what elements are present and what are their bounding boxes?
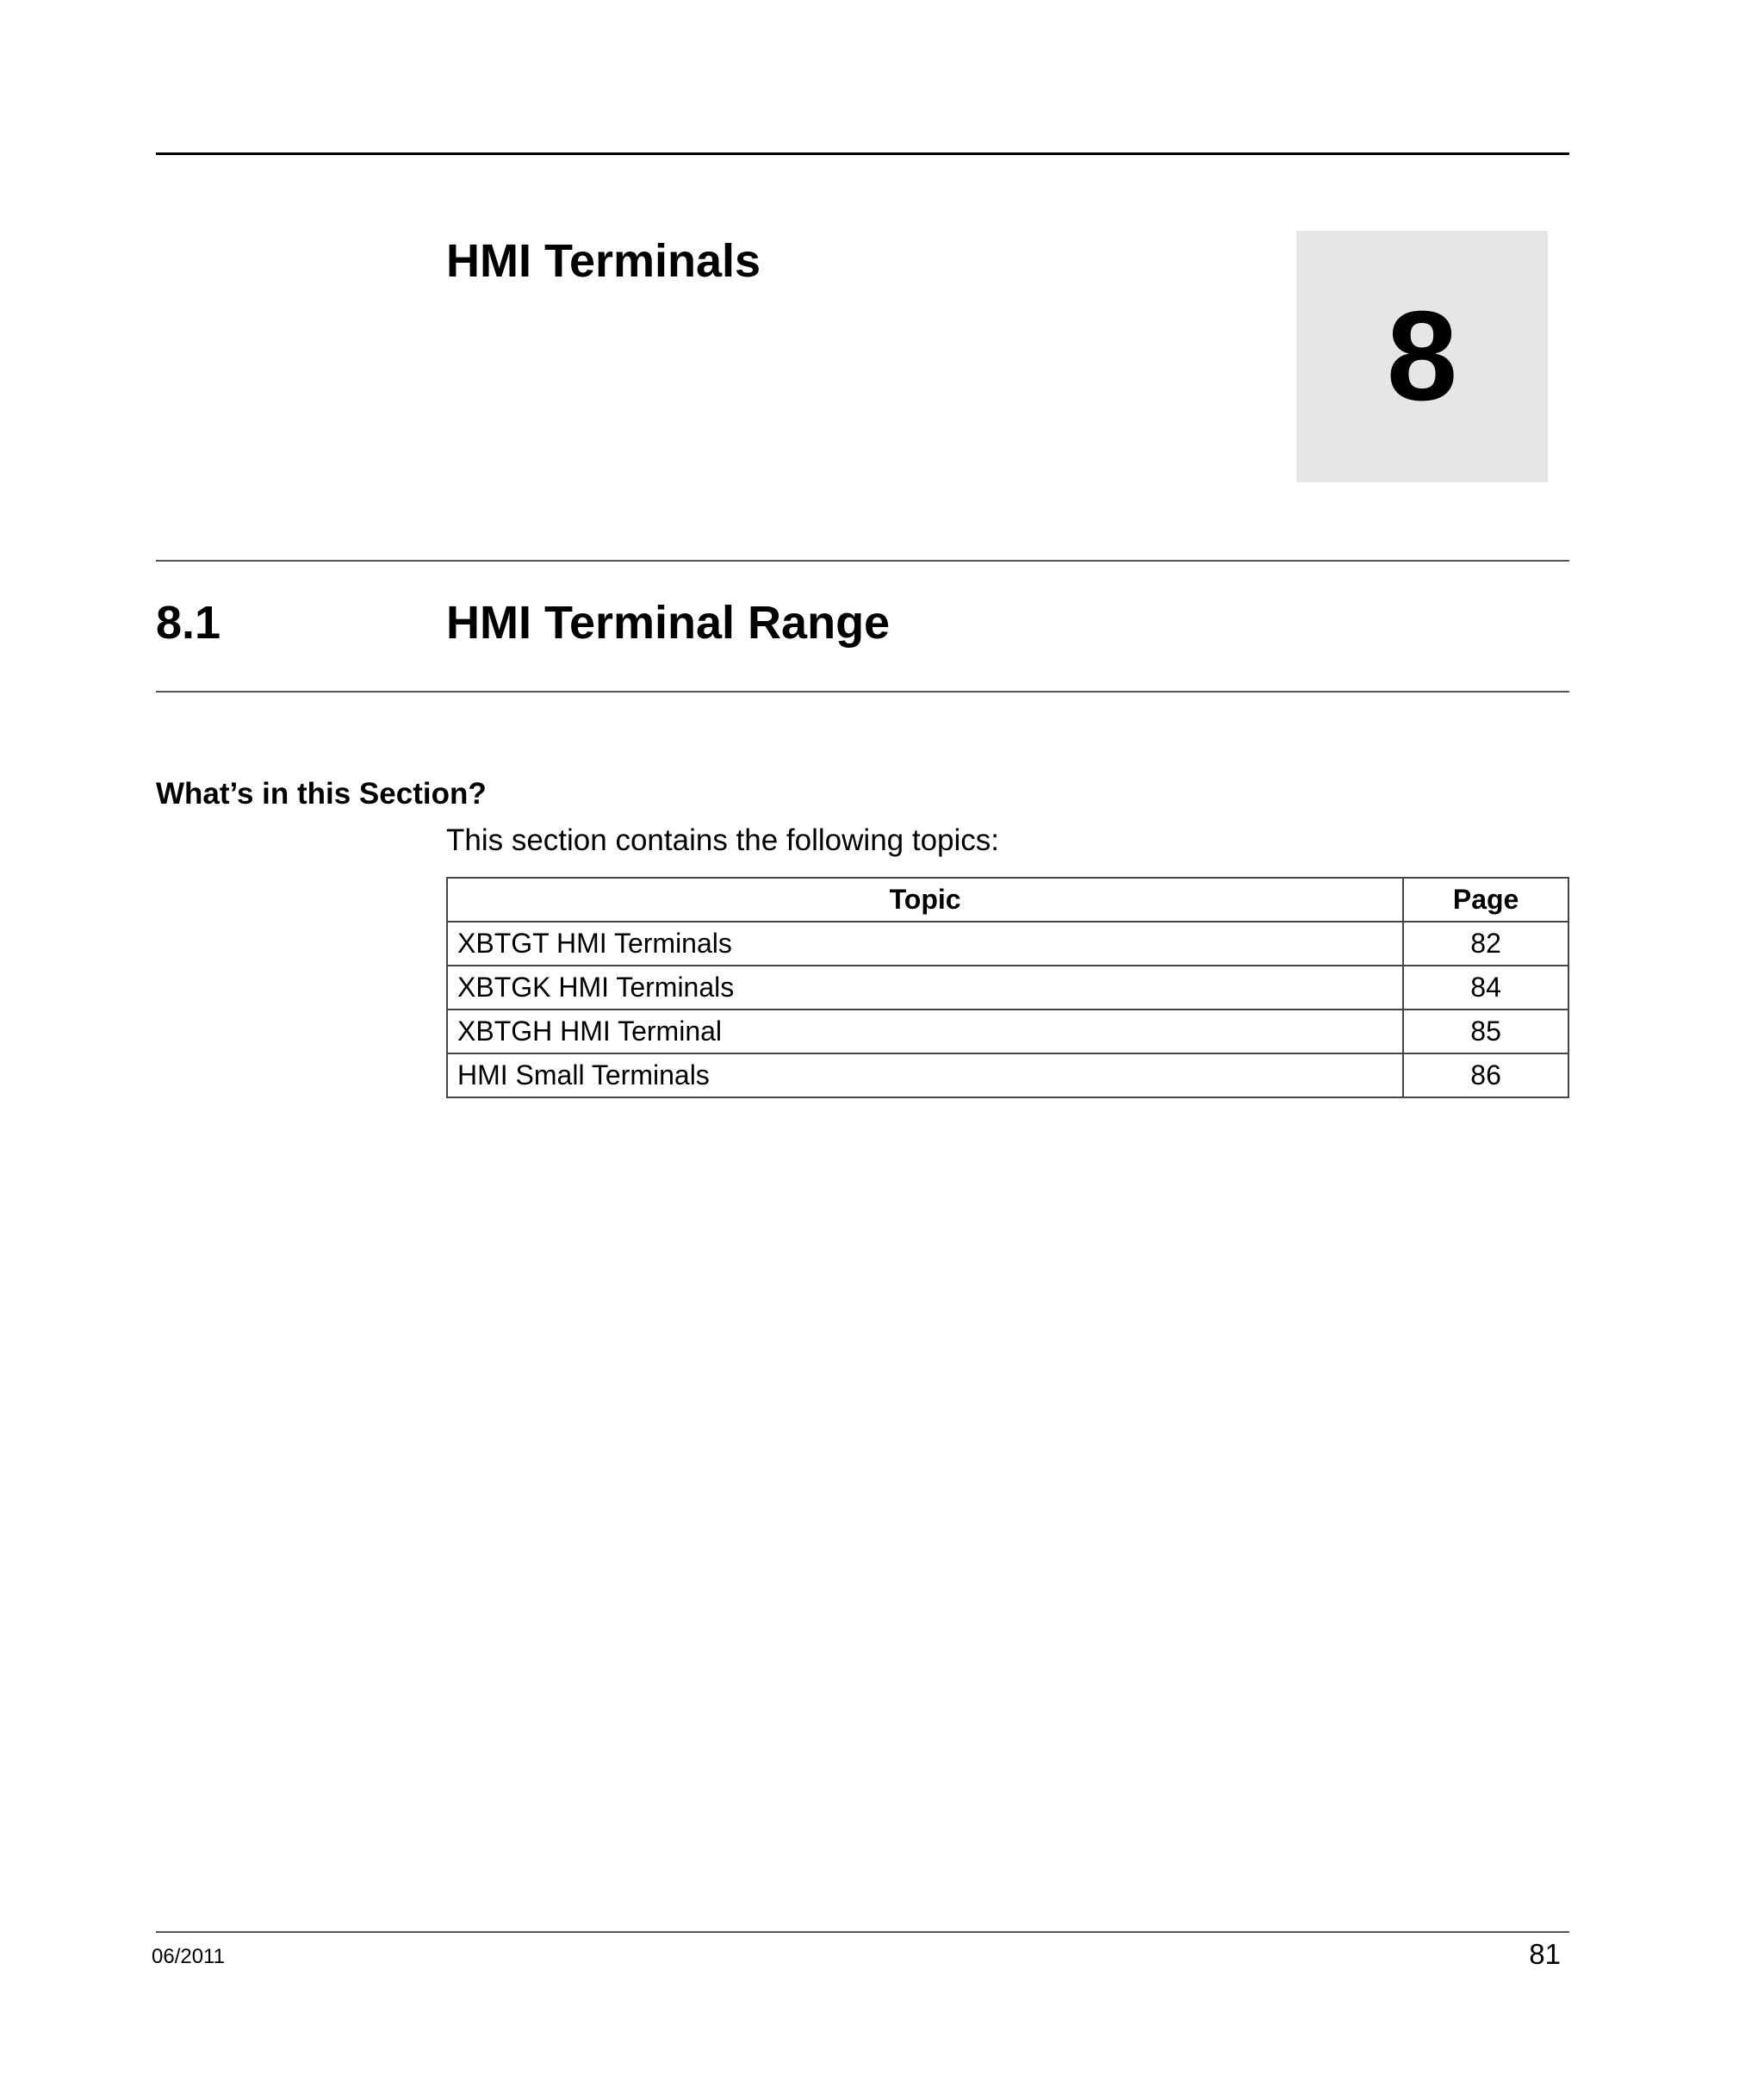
table-row xyxy=(447,1010,1568,1053)
page-cell[interactable]: 84 xyxy=(1403,966,1568,1010)
footer-rule xyxy=(156,1931,1569,1933)
section-title: HMI Terminal Range xyxy=(446,597,891,649)
page-cell[interactable]: 85 xyxy=(1403,1010,1568,1053)
section-top-rule xyxy=(156,560,1569,562)
section-bottom-rule xyxy=(156,691,1569,693)
topics-table xyxy=(446,877,1569,1098)
whats-in-section-heading: What’s in this Section? xyxy=(156,777,487,811)
topic-column-header: Topic xyxy=(447,878,1403,922)
topic-cell[interactable]: HMI Small Terminals xyxy=(447,1053,1403,1097)
top-rule xyxy=(156,152,1569,155)
page-column-header: Page xyxy=(1403,878,1568,922)
section-intro-text: This section contains the following topics: xyxy=(446,823,999,857)
topic-cell[interactable]: XBTGT HMI Terminals xyxy=(447,922,1403,966)
table-row xyxy=(447,922,1568,966)
topic-cell[interactable]: XBTGH HMI Terminal xyxy=(447,1010,1403,1053)
topic-cell[interactable]: XBTGK HMI Terminals xyxy=(447,966,1403,1010)
table-row xyxy=(447,966,1568,1010)
chapter-title: HMI Terminals xyxy=(446,235,761,287)
footer-page-number: 81 xyxy=(1529,1938,1561,1970)
page-cell[interactable]: 86 xyxy=(1403,1053,1568,1097)
page-cell[interactable]: 82 xyxy=(1403,922,1568,966)
chapter-number: 8 xyxy=(1386,285,1458,427)
table-header-row xyxy=(447,878,1568,922)
table-row xyxy=(447,1053,1568,1097)
chapter-number-box xyxy=(1296,231,1548,482)
section-number: 8.1 xyxy=(156,597,221,649)
footer-date: 06/2011 xyxy=(152,1945,225,1968)
